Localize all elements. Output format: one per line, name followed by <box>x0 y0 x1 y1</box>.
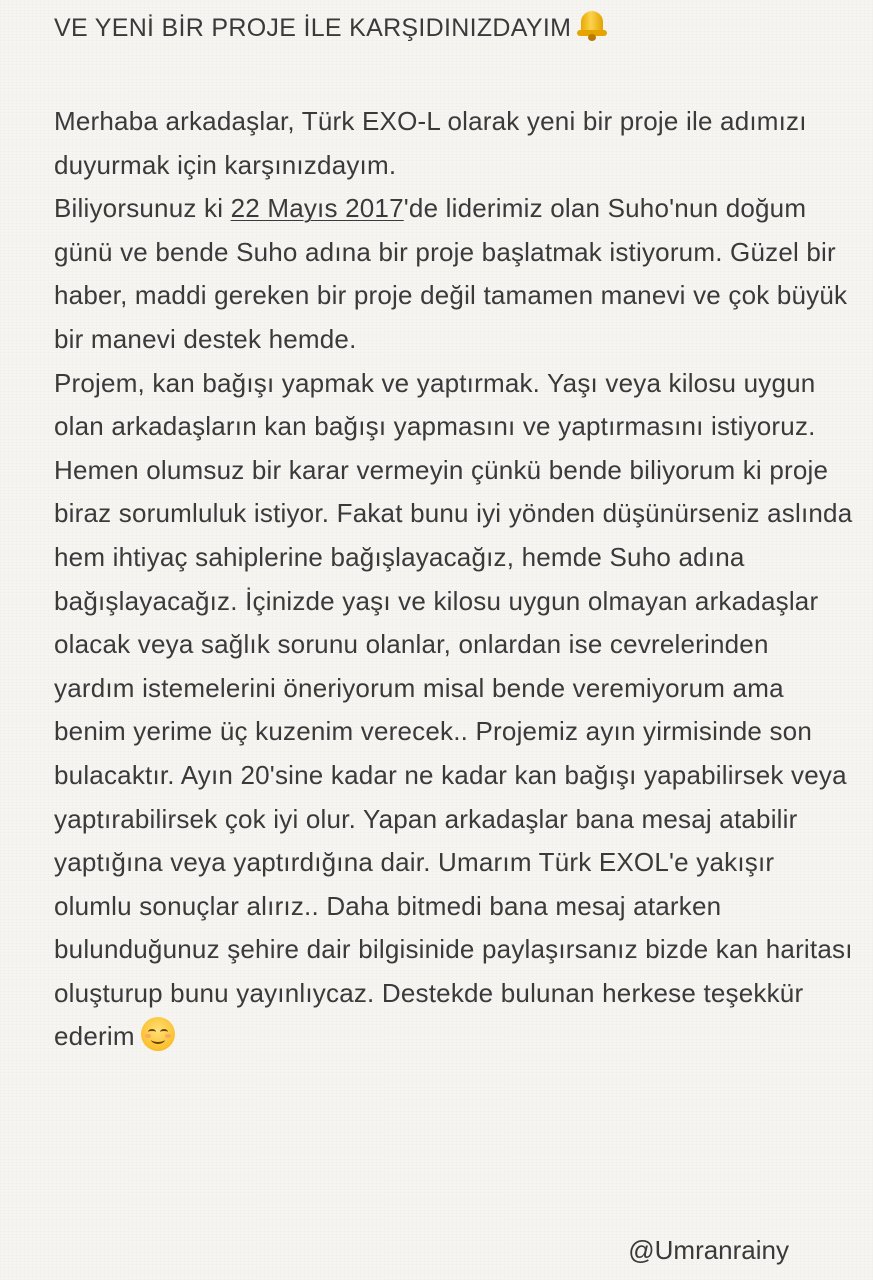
paragraph-greeting: Merhaba arkadaşlar, Türk EXO-L olarak yeni bir proje ile adımızı duyurmak için karşınızdayım. <box>54 106 807 180</box>
note-title-text: VE YENİ BİR PROJE İLE KARŞIDINIZDAYIM <box>54 14 572 42</box>
note-body <box>54 8 854 1059</box>
date-link[interactable]: 22 Mayıs 2017 <box>230 193 404 224</box>
project-text: Projem, kan bağışı yapmak ve yaptırmak. Yaşı veya kilosu uygun olan arkadaşların kan bağışı yapmasını ve yaptırmasını istiyoruz. Hemen olumsuz bir karar vermeyin çünkü bende biliyorum ki proje biraz sorumluluk istiyor. Fakat bunu iyi yönden düşünürseniz aslında hem ihtiyaç sahiplerine bağışlayacağız, hemde Suho adına bağışlayacağız. İçinizde yaşı ve kilosu uygun olmayan arkadaşlar olacak veya sağlık sorunu olanlar, onlardan ise cevrelerinden yardım istemelerini öneriyorum misal bende veremiyorum ama benim yerime üç kuzenim verecek.. Projemiz ayın yirmisinde son bulacaktır. Ayın 20'sine kadar ne kadar kan bağışı yapabilirsek veya yaptırabilirsek çok iyi olur. Yapan arkadaşlar bana mesaj atabilir yaptığına veya yaptırdığına dair. Umarım Türk EXOL'e yakışır olumlu sonuçlar alırız.. Daha bitmedi bana mesaj atarken bulunduğunuz şehire dair bilgisinide paylaşırsanız bizde kan haritası oluşturup bunu yayınlıycaz. Destekde bulunan herkese teşekkür ederim <box>54 367 853 1052</box>
paragraph-project <box>54 362 854 1060</box>
announcement-text-end: 'de liderimiz olan Suho'nun doğum günü ve bende Suho adına bir proje başlatmak istiyorum. Güzel bir haber, maddi gereken bir proje değil tamamen manevi ve çok büyük bir manevi destek hemde. <box>54 193 848 354</box>
smiling-face-icon <box>141 1017 175 1051</box>
paragraph-announcement <box>54 187 854 361</box>
announcement-text-start: Biliyorsunuz ki <box>54 193 231 224</box>
bell-icon <box>575 9 609 41</box>
note-title <box>54 8 854 48</box>
signature: @Umranrainy <box>628 1235 789 1265</box>
